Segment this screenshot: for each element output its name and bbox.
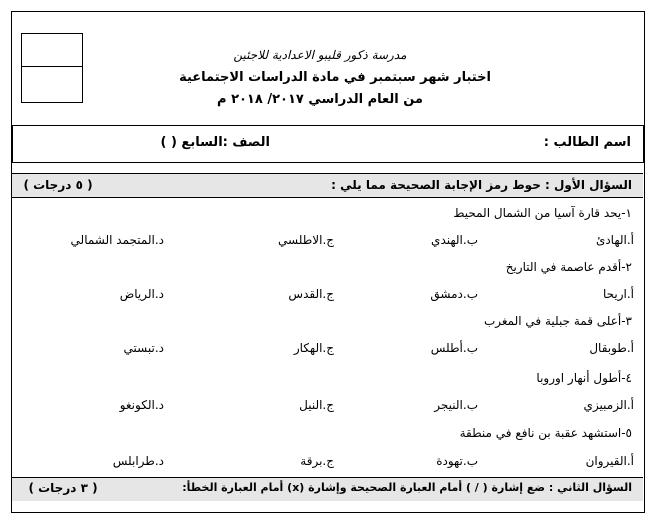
q4-option-a[interactable]: أ.الزمبيزي	[583, 398, 634, 412]
q3-option-b[interactable]: ب.أطلس	[430, 341, 478, 355]
question-4-text: ٤-أطول أنهار اوروبا	[536, 371, 632, 385]
logo-box-divider	[22, 66, 82, 67]
section2-title: السؤال الثاني : ضع إشارة ( / ) أمام العبارة الصحيحة وإشارة (x) أمام العبارة الخطأ:	[182, 481, 632, 494]
q4-option-d[interactable]: د.الكونغو	[119, 398, 164, 412]
q1-option-b[interactable]: ب.الهندي	[431, 233, 478, 247]
question-2-text: ٢-أقدم عاصمة في التاريخ	[505, 260, 632, 274]
q2-option-b[interactable]: ب.دمشق	[430, 287, 478, 301]
q5-option-c[interactable]: ج.برقة	[300, 454, 334, 468]
q1-option-c[interactable]: ج.الاطلسي	[278, 233, 334, 247]
logo-box	[21, 33, 83, 103]
question-3-text: ٣-أعلى قمة جبلية في المغرب	[483, 314, 632, 328]
section1-title: السؤال الأول : حوط رمز الإجابة الصحيحة مما يلي :	[331, 178, 632, 192]
q1-option-d[interactable]: د.المتجمد الشمالي	[70, 233, 164, 247]
question-1-text: ١-يحد قارة آسيا من الشمال المحيط	[453, 206, 632, 220]
q3-option-d[interactable]: د.تبستي	[123, 341, 164, 355]
q2-option-c[interactable]: ج.القدس	[288, 287, 334, 301]
q2-option-d[interactable]: د.الرياض	[119, 287, 164, 301]
q4-option-c[interactable]: ج.النيل	[299, 398, 334, 412]
class-label: الصف :السابع ( )	[160, 135, 270, 150]
q5-option-b[interactable]: ب.تهودة	[436, 454, 478, 468]
school-name: مدرسة ذكور قليبو الاعدادية للاجئين	[233, 48, 407, 62]
q1-option-a[interactable]: أ.الهادئ	[595, 233, 634, 247]
academic-year: من العام الدراسي ٢٠١٧/ ٢٠١٨ م	[217, 92, 423, 107]
student-name-label: اسم الطالب :	[543, 135, 631, 150]
q3-option-a[interactable]: أ.طوبقال	[589, 341, 634, 355]
section1-marks: ( ٥ درجات )	[23, 178, 93, 192]
question-5-text: ٥-استشهد عقبة بن نافع في منطقة	[459, 426, 632, 440]
q4-option-b[interactable]: ب.النيجر	[434, 398, 478, 412]
q3-option-c[interactable]: ج.الهكار	[293, 341, 334, 355]
section2-marks: ( ٣ درجات )	[28, 481, 98, 495]
q2-option-a[interactable]: أ.اريحا	[602, 287, 634, 301]
q5-option-d[interactable]: د.طرابلس	[112, 454, 164, 468]
q5-option-a[interactable]: أ.القيروان	[585, 454, 634, 468]
exam-title: اختبار شهر سبتمبر في مادة الدراسات الاجتماعية	[179, 70, 491, 85]
